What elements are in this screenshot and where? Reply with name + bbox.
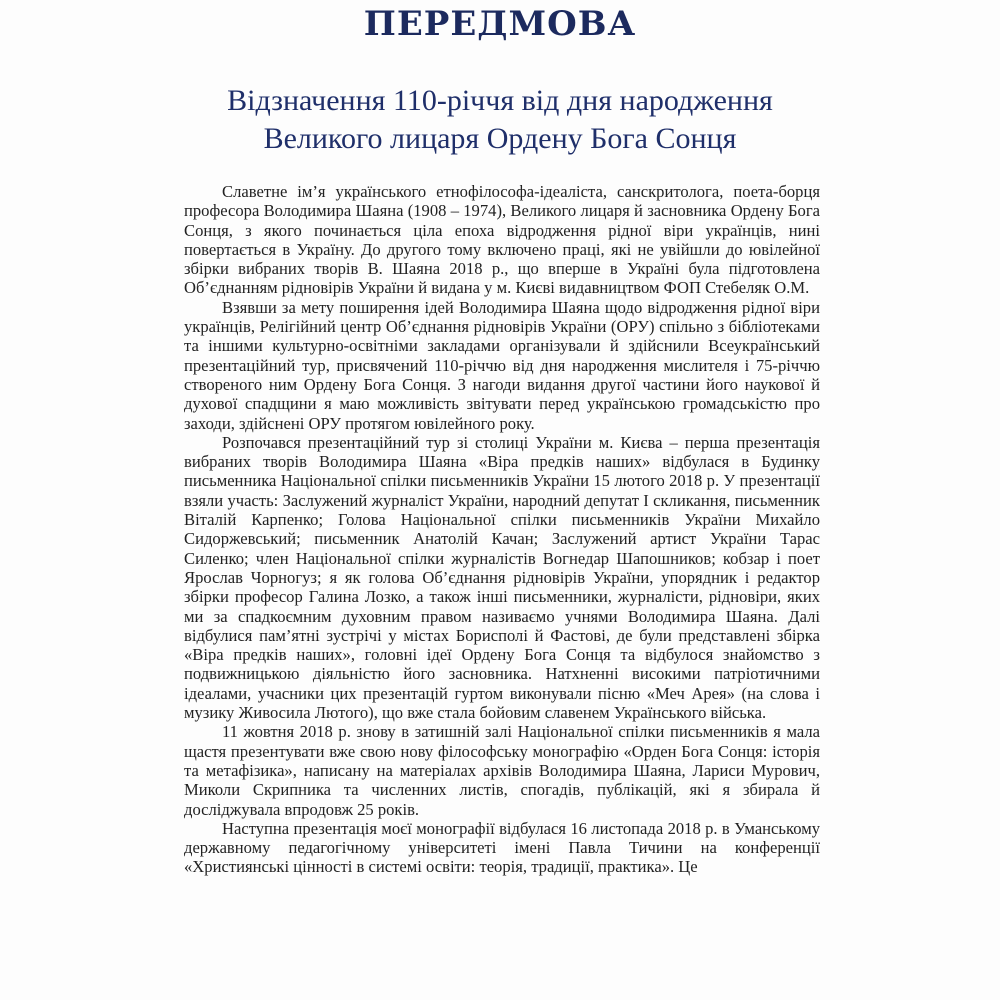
section-heading: ПЕРЕДМОВА — [363, 4, 637, 44]
chapter-title-line-1: Відзначення 110-річчя від дня народження — [227, 84, 773, 117]
chapter-title-line-2: Великого лицаря Ордену Бога Сонця — [263, 122, 737, 155]
paragraph: Розпочався презентаційний тур зі столиці України м. Києва – перша презентація вибраних творів Володимира Шаяна «Віра предків наших» відбулася в Будинку письменника Національної спілки письменників України 15 лютого 2018 р. У презентації взяли участь: Заслужений журналіст України, народний депутат I скликання, письменник Віталій Карпенко; Голова Національної спілки письменників України Михайло Сидоржевський; письменник Анатолій Качан; Заслужений артист України Тарас Силенко; член Національної спілки журналістів Вогнедар Шапошников; кобзар і поет Ярослав Чорногуз; я як голова Об’єднання рідновірів України, упорядник і редактор збірки професор Галина Лозко, а також інші письменники, журналісти, рідновіри, яких ми за спадкоємним духовним правом називаємо учнями Володимира Шаяна. Далі відбулися пам’ятні зустрічі у містах Борисполі й Фастові, де були представлені збірка «Віра предків наших», головні ідеї Ордену Бога Сонця та відбулося знайомство з подвижницькою діяльністю його засновника. Натхненні високими патріотичними ідеалами, учасники цих презентацій гуртом виконували пісню «Меч Арея» (на слова і музику Живосила Лютого), що вже стала бойовим славенем Українського війська. — [184, 432, 820, 723]
paragraph: 11 жовтня 2018 р. знову в затишній залі Національної спілки письменників я мала щастя презентувати вже свою нову філософську монографію «Орден Бога Сонця: історія та метафізика», написану на матеріалах архівів Володимира Шаяна, Лариси Мурович, Миколи Скрипника та численних листів, спогадів, публікацій, які я збирала й досліджувала впродовж 25 років. — [184, 722, 820, 819]
body-text — [184, 182, 820, 877]
paragraph: Наступна презентація моєї монографії відбулася 16 листопада 2018 р. в Уманському державному педагогічному університеті імені Павла Тичини на конференції «Християнські цінності в системі освіти: теорія, традиції, практика». Це — [184, 818, 820, 877]
paragraph: Взявши за мету поширення ідей Володимира Шаяна щодо відродження рідної віри українців, Релігійний центр Об’єднання рідновірів України (ОРУ) спільно з бібліотеками та іншими культурно-освітніми закладами організували й здійснили Всеукраїнський презентаційний тур, присвячений 110-річчю від дня народження мислителя і 75-річчю створеного ним Ордену Бога Сонця. З нагоди видання другої частини його наукової й духової спадщини я маю можливість звітувати перед українською громадськістю про заходи, здійснені ОРУ протягом ювілейного року. — [184, 297, 820, 433]
paragraph: Славетне ім’я українського етнофілософа-ідеаліста, санскритолога, поета-борця професора Володимира Шаяна (1908 – 1974), Великого лицаря й засновника Ордену Бога Сонця, з якого починається ціла епоха відродження рідної віри українців, нині повертається в Україну. До другого тому включено праці, які не увійшли до ювілейної збірки вибраних творів В. Шаяна 2018 р., що вперше в Україні була підготовлена Об’єднанням рідновірів України й видана у м. Києві видавництвом ФОП Стебеляк О.М. — [184, 182, 820, 298]
chapter-title — [150, 82, 850, 158]
